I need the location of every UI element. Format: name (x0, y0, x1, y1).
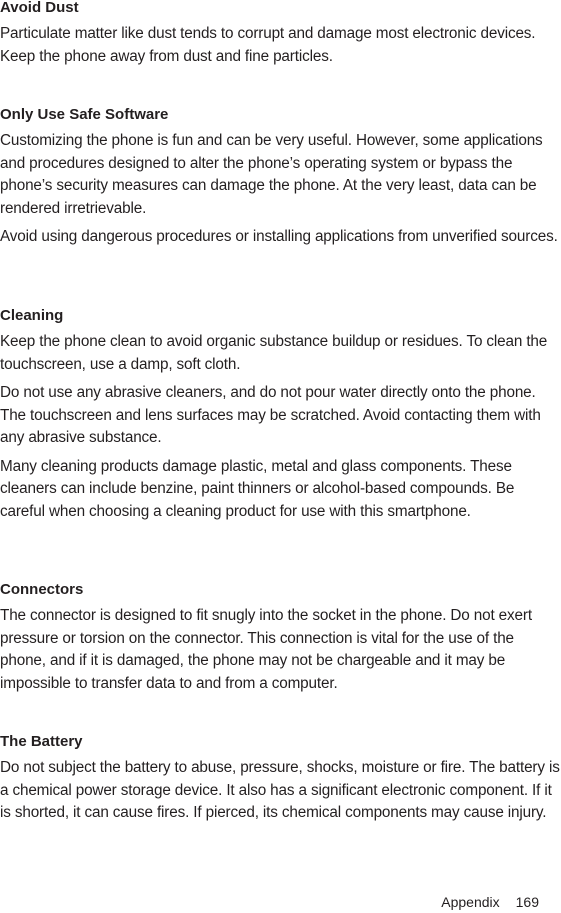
paragraph: Particulate matter like dust tends to corrupt and damage most electronic devices. Keep the phone away from dust and fine particles. (0, 25, 536, 65)
section-connectors (0, 580, 561, 701)
page-footer (425, 894, 539, 910)
paragraph: Customizing the phone is fun and can be very useful. However, some applications and procedures designed to alter the phone’s operating system or bypass the phone’s security measures can damage the phone. At the very least, data can be rendered irretrievable. (0, 132, 543, 217)
section-battery (0, 732, 561, 831)
section-avoid-dust (0, 0, 561, 74)
section-heading: Connectors (0, 581, 84, 598)
section-cleaning (0, 306, 561, 529)
paragraph: Avoid using dangerous procedures or installing applications from unverified sources. (0, 228, 558, 245)
page-number: 169 (515, 894, 539, 910)
paragraph: Do not subject the battery to abuse, pressure, shocks, moisture or fire. The battery is a chemical power storage device. It also has a significant electronic component. If it is shorted, it can cause fires. If pierced, its chemical components may cause injury. (0, 759, 560, 821)
paragraph: Many cleaning products damage plastic, metal and glass components. These cleaners can include benzine, paint thinners or alcohol-based compounds. Be careful when choosing a cleaning product for use with this smartphone. (0, 457, 515, 520)
section-heading: Cleaning (0, 307, 64, 324)
section-heading: Only Use Safe Software (0, 106, 169, 123)
section-safe-software (0, 105, 561, 255)
paragraph: Do not use any abrasive cleaners, and do not pour water directly onto the phone. The touchscreen and lens surfaces may be scratched. Avoid contacting them with any abrasive substance. (0, 384, 541, 446)
footer-section-label: Appendix (441, 894, 500, 910)
paragraph: The connector is designed to fit snugly into the socket in the phone. Do not exert pressure or torsion on the connector. This connection is vital for the use of the phone, and if it is damaged, the phone may not be chargeable and it may be impossible to transfer data to and from a computer. (0, 607, 532, 692)
section-heading: The Battery (0, 733, 83, 750)
section-heading: Avoid Dust (0, 0, 79, 16)
paragraph: Keep the phone clean to avoid organic substance buildup or residues. To clean the touchscreen, use a damp, soft cloth. (0, 333, 548, 373)
